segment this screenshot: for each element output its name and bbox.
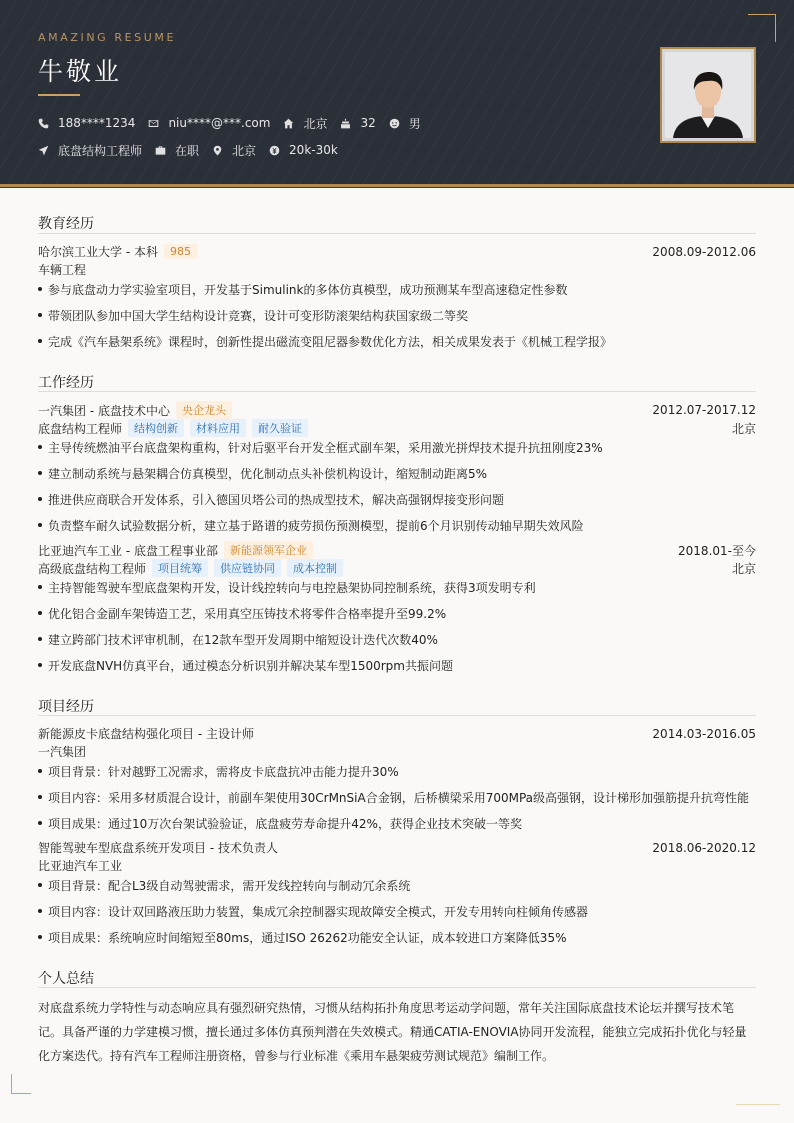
project-name: 新能源皮卡底盘结构强化项目 - 主设计师	[38, 727, 254, 741]
list-item: 完成《汽车悬架系统》课程时，创新性提出磁流变阻尼器参数优化方法，相关成果发表于《机械工程学报》	[38, 333, 756, 350]
summary-section-title: 个人总结	[38, 971, 94, 987]
hometown-info	[283, 115, 327, 132]
skill-tag: 材料应用	[190, 419, 246, 437]
target-position-info	[38, 142, 142, 159]
list-item: 项目成果：系统响应时间缩短至80ms，通过ISO 26262功能安全认证，成本较进口方案降低35%	[38, 929, 756, 946]
school-tag-badge: 985	[164, 244, 197, 259]
company-tag-badge: 新能源领军企业	[224, 541, 313, 559]
job-intent-row	[38, 141, 351, 159]
salary-icon	[269, 145, 280, 156]
hometown: 北京	[303, 116, 328, 131]
list-item: 项目内容：设计双回路液压助力装置，集成冗余控制器实现故障安全模式，开发专用转向柱倾角传感器	[38, 903, 756, 920]
skill-tag: 成本控制	[287, 559, 343, 577]
location-pin-icon	[212, 145, 223, 156]
gender: 男	[408, 116, 421, 131]
list-item: 建立制动系统与悬架耦合仿真模型，优化制动点头补偿机构设计，缩短制动距离5%	[38, 465, 756, 482]
company-name: 一汽集团 - 底盘技术中心	[38, 403, 170, 418]
project-entry-header	[38, 725, 756, 742]
age-info	[340, 116, 375, 130]
project-date: 2018.06-2020.12	[652, 840, 756, 855]
company-name: 比亚迪汽车工业 - 底盘工程事业部	[38, 543, 218, 558]
mail-icon	[148, 118, 159, 129]
project-name: 智能驾驶车型底盘系统开发项目 - 技术负责人	[38, 841, 278, 855]
phone-icon	[38, 118, 49, 129]
list-item: 项目背景：配合L3级自动驾驶需求，需开发线控转向与制动冗余系统	[38, 877, 756, 894]
age: 32	[360, 116, 376, 130]
job-entry-header	[38, 401, 756, 419]
projects-section-title: 项目经历	[38, 699, 94, 715]
job-entry-header	[38, 541, 756, 559]
contact-info-row	[38, 114, 434, 132]
gender-icon	[389, 118, 400, 129]
skill-tag: 项目统筹	[152, 559, 208, 577]
home-icon	[283, 118, 294, 129]
profile-photo	[665, 52, 751, 138]
name-underline	[38, 94, 80, 96]
job-position: 高级底盘结构工程师	[38, 561, 147, 576]
list-item: 带领团队参加中国大学生结构设计竞赛，设计可变形防滚架结构获国家级二等奖	[38, 307, 756, 324]
education-major-row	[38, 261, 756, 278]
header-dark-divider	[0, 187, 794, 188]
list-item: 项目内容：采用多材质混合设计，前副车架使用30CrMnSiA合金钢，后桥横梁采用700MPa级高强钢，设计梯形加强筋提升抗弯性能	[38, 789, 756, 806]
job-city: 北京	[731, 421, 756, 436]
target-city: 北京	[232, 143, 257, 158]
email-address: niu****@***.com	[168, 116, 271, 130]
summary-section-rule	[38, 987, 756, 988]
list-item: 参与底盘动力学实验室项目，开发基于Simulink的多体仿真模型，成功预测某车型高速稳定性参数	[38, 281, 756, 298]
project-entry-header	[38, 839, 756, 856]
job-city: 北京	[731, 561, 756, 576]
briefcase-icon	[155, 145, 166, 156]
list-item: 负责整车耐久试验数据分析，建立基于路谱的疲劳损伤预测模型，提前6个月识别传动轴早期失效风险	[38, 517, 756, 534]
email-info	[148, 116, 270, 130]
job-status: 在职	[175, 143, 200, 158]
education-section-title: 教育经历	[38, 216, 94, 232]
company-tag-badge: 央企龙头	[176, 401, 232, 419]
job-date: 2012.07-2017.12	[652, 403, 756, 417]
list-item: 推进供应商联合开发体系，引入德国贝塔公司的热成型技术，解决高强钢焊接变形问题	[38, 491, 756, 508]
job-position-row	[38, 419, 756, 437]
project-org: 一汽集团	[38, 745, 87, 759]
work-section-title: 工作经历	[38, 375, 94, 391]
target-city-info	[212, 142, 256, 159]
resume-tagline: AMAZING RESUME	[38, 31, 177, 44]
job-date: 2018.01-至今	[678, 543, 756, 558]
project-org-row	[38, 857, 756, 874]
phone-info	[38, 116, 135, 130]
work-section-rule	[38, 391, 756, 392]
skill-tag: 供应链协同	[214, 559, 281, 577]
job-position-row	[38, 559, 756, 577]
send-icon	[38, 145, 49, 156]
person-portrait-icon	[665, 52, 751, 138]
job-status-info	[155, 142, 199, 159]
major: 车辆工程	[38, 263, 87, 277]
project-org-row	[38, 743, 756, 760]
corner-ornament-bottom-right	[736, 1104, 780, 1105]
list-item: 建立跨部门技术评审机制，在12款车型开发周期中缩短设计迭代次数40%	[38, 631, 756, 648]
project-org: 比亚迪汽车工业	[38, 859, 123, 873]
skill-tag: 结构创新	[128, 419, 184, 437]
salary-info	[269, 143, 338, 157]
projects-section-rule	[38, 715, 756, 716]
list-item: 项目背景：针对越野工况需求，需将皮卡底盘抗冲击能力提升30%	[38, 763, 756, 780]
summary-paragraph: 对底盘系统力学特性与动态响应具有强烈研究热情，习惯从结构拓扑角度思考运动学问题，常年关注国际底盘技术论坛并撰写技术笔记。具备严谨的力学建模习惯，擅长通过多体仿真预判潜在失效模式。精通CATIA-ENOVIA协同开发流程，能独立完成拓扑优化与轻量化方案迭代。持有汽车工程师注册资格，曾参与行业标准《乘用车悬架疲劳测试规范》编制工作。	[38, 1001, 747, 1063]
list-item: 项目成果：通过10万次台架试验验证，底盘疲劳寿命提升42%，获得企业技术突破一等奖	[38, 815, 756, 832]
job-position: 底盘结构工程师	[38, 421, 123, 436]
phone-number: 188****1234	[58, 116, 136, 130]
candidate-name: 牛敬业	[38, 57, 123, 86]
list-item: 主持智能驾驶车型底盘架构开发，设计线控转向与电控悬架协同控制系统，获得3项发明专利	[38, 579, 756, 596]
corner-ornament-bottom-left	[11, 1074, 31, 1094]
corner-ornament-top-right	[748, 14, 776, 42]
list-item: 主导传统燃油平台底盘架构重构，针对后驱平台开发全框式副车架，采用激光拼焊技术提升抗扭刚度23%	[38, 439, 756, 456]
education-entry-header	[38, 243, 756, 260]
profile-photo-frame	[660, 47, 756, 143]
target-position: 底盘结构工程师	[58, 143, 143, 158]
list-item: 优化铝合金副车架铸造工艺，采用真空压铸技术将零件合格率提升至99.2%	[38, 605, 756, 622]
project-date: 2014.03-2016.05	[652, 726, 756, 741]
expected-salary: 20k-30k	[289, 143, 338, 157]
cake-icon	[340, 118, 351, 129]
school-name: 哈尔滨工业大学 - 本科	[38, 245, 158, 259]
education-section-rule	[38, 233, 756, 234]
list-item: 开发底盘NVH仿真平台，通过模态分析识别并解决某车型1500rpm共振问题	[38, 657, 756, 674]
education-date: 2008.09-2012.06	[652, 244, 756, 259]
gender-info	[389, 115, 421, 132]
skill-tag: 耐久验证	[252, 419, 308, 437]
